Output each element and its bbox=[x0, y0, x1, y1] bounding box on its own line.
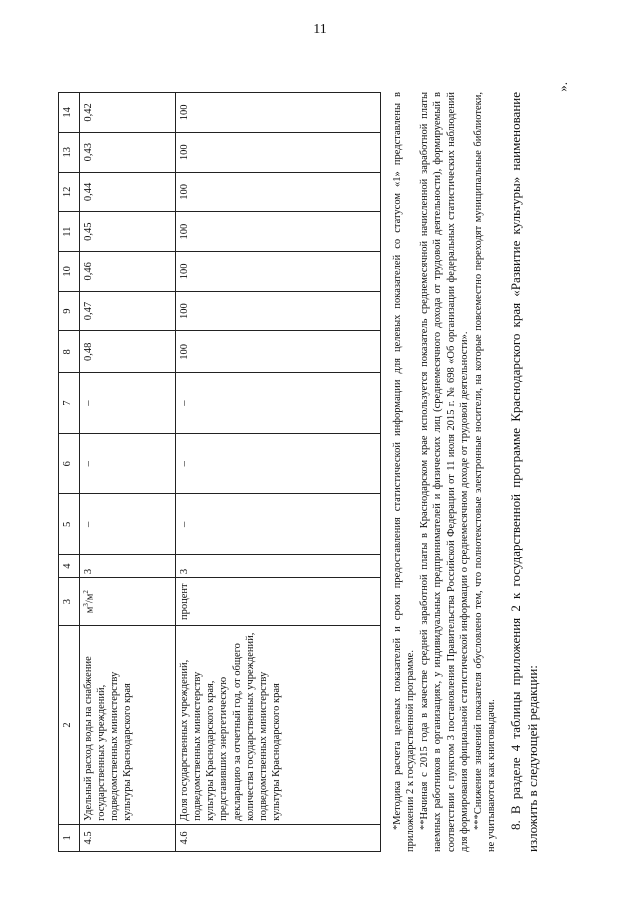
value-cell: 100 bbox=[176, 132, 381, 172]
header-cell: 8 bbox=[59, 331, 80, 373]
value-cell: 0,44 bbox=[80, 172, 176, 212]
header-cell: 7 bbox=[59, 373, 80, 434]
value-cell: 0,48 bbox=[80, 331, 176, 373]
value-cell: – bbox=[176, 494, 381, 555]
closing-quote: ». bbox=[555, 82, 570, 92]
header-cell: 4 bbox=[59, 555, 80, 578]
footnote: *Методика расчета целевых показателей и сроки предоставления статистической информации для целевых показателей со статусом «1» представлены в приложении 2 к государственной программе. bbox=[392, 92, 417, 852]
value-cell: 0,43 bbox=[80, 132, 176, 172]
value-cell: 100 bbox=[176, 172, 381, 212]
table-row bbox=[80, 93, 176, 852]
unit-cell: процент bbox=[176, 578, 381, 626]
value-cell: – bbox=[80, 494, 176, 555]
value-cell: – bbox=[80, 373, 176, 434]
row-number: 4.6 bbox=[176, 824, 381, 851]
amendment-paragraph bbox=[507, 92, 542, 852]
unit-cell: $м^3/м^2$ bbox=[80, 578, 176, 626]
header-cell: 11 bbox=[59, 212, 80, 252]
value-cell: 100 bbox=[176, 291, 381, 331]
value-cell: – bbox=[176, 433, 381, 494]
value-cell: 0,42 bbox=[80, 93, 176, 133]
header-cell: 12 bbox=[59, 172, 80, 212]
footnote: ***Снижение значений показателя обусловлено тем, что полнотекстовые электронные носители, на которые повсеместно переходят муниципальные библиотеки, не учитываются как книговыдачи. bbox=[472, 92, 498, 852]
header-cell: 1 bbox=[59, 824, 80, 851]
indicator-name: Доля государственных учреждений, подведомственных министерству культуры Краснодарского края, представивших энергетическую декларацию за отчетный год, от общего количества государственных учреждений, подведомственных министерству культуры Краснодарского края bbox=[176, 626, 381, 825]
table-row bbox=[176, 93, 381, 852]
header-cell: 10 bbox=[59, 252, 80, 292]
header-cell: 9 bbox=[59, 291, 80, 331]
value-cell: 0,46 bbox=[80, 252, 176, 292]
header-cell: 14 bbox=[59, 93, 80, 133]
footnote: **Начиная с 2015 года в качестве средней заработной платы в Краснодарском крае используется показатель среднемесячной начисленной заработной платы наемных работников в организациях, у индивидуальных предпринимателей и физических лиц (среднемесячного дохода от трудовой деятельности), формируемый в соответствии с пунктом 3 постановления Правительства Российской Федерации от 11 июля 2015 г. № 698 «Об организации федеральных статистических наблюдений для формирования официальной статистической информации о среднемесячном доходе от трудовой деятельности». bbox=[418, 92, 471, 852]
table-header-row bbox=[59, 93, 80, 852]
page-number: 11 bbox=[313, 22, 327, 37]
value-cell: 100 bbox=[176, 252, 381, 292]
value-cell: 0,47 bbox=[80, 291, 176, 331]
paragraph-text: 8. В разделе 4 таблицы приложения 2 к государственной программе Краснодарского края «Развитие культуры» наименование изложить в следующей редакции: bbox=[507, 92, 541, 852]
value-cell: – bbox=[80, 433, 176, 494]
row-number: 4.5 bbox=[80, 824, 176, 851]
value-cell: – bbox=[176, 373, 381, 434]
rotated-page-content bbox=[58, 72, 618, 872]
header-cell: 6 bbox=[59, 433, 80, 494]
value-cell: 0,45 bbox=[80, 212, 176, 252]
value-cell: 100 bbox=[176, 212, 381, 252]
value-cell: 100 bbox=[176, 93, 381, 133]
value-cell: 100 bbox=[176, 331, 381, 373]
header-cell: 2 bbox=[59, 626, 80, 825]
header-cell: 5 bbox=[59, 494, 80, 555]
status-cell: 3 bbox=[80, 555, 176, 578]
indicators-table bbox=[58, 92, 381, 852]
footnotes bbox=[391, 92, 499, 852]
header-cell: 3 bbox=[59, 578, 80, 626]
indicator-name: Удельный расход воды на снабжение государственных учреждений, подведомственных министерству культуры Краснодарского края bbox=[80, 626, 176, 825]
status-cell: 3 bbox=[176, 555, 381, 578]
header-cell: 13 bbox=[59, 132, 80, 172]
